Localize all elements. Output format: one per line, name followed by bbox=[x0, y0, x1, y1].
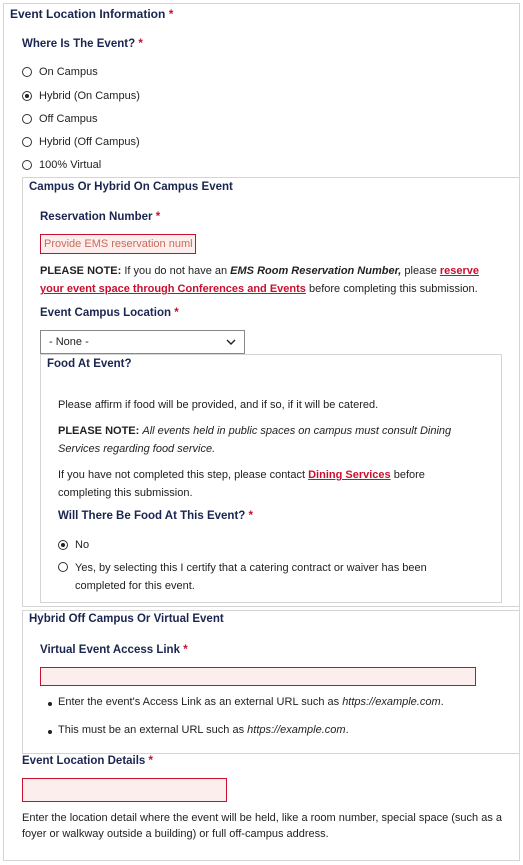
radio-food-yes[interactable]: Yes, by selecting this I certify that a catering contract or waiver has been completed for this event. bbox=[58, 559, 478, 595]
location-details-help: Enter the location detail where the event will be held, like a room number, special space (such as a foyer or walkway outside a building) or full off-campus address. bbox=[22, 812, 502, 840]
reserve-event-space-link[interactable]: reserve your event space through Conferences and Events bbox=[40, 265, 480, 295]
required-mark: * bbox=[138, 38, 143, 50]
access-link-help-1: Enter the event's Access Link as an external URL such as https://example.com. bbox=[48, 696, 444, 708]
radio-hybrid-on-campus[interactable]: Hybrid (On Campus) bbox=[22, 90, 140, 102]
radio-off-campus[interactable]: Off Campus bbox=[22, 113, 98, 125]
reservation-number-input[interactable] bbox=[40, 234, 196, 254]
food-question-label: Will There Be Food At This Event? * bbox=[58, 510, 254, 522]
food-note: PLEASE NOTE: All events held in public spaces on campus must consult Dining Services regarding food service. bbox=[58, 425, 452, 455]
campus-event-title: Campus Or Hybrid On Campus Event bbox=[29, 181, 233, 193]
bullet-icon bbox=[48, 730, 52, 734]
where-label: Where Is The Event? * bbox=[22, 38, 143, 50]
radio-circle-icon[interactable] bbox=[58, 562, 68, 572]
virtual-event-title: Hybrid Off Campus Or Virtual Event bbox=[29, 613, 224, 625]
access-link-help-2: This must be an external URL such as https://example.com. bbox=[48, 724, 349, 736]
radio-on-campus[interactable]: On Campus bbox=[22, 66, 98, 78]
radio-checked-icon[interactable] bbox=[58, 540, 68, 550]
reservation-label: Reservation Number * bbox=[40, 211, 161, 223]
required-mark: * bbox=[248, 510, 254, 522]
radio-checked-icon[interactable] bbox=[22, 91, 32, 101]
campus-location-select[interactable]: - None - bbox=[40, 330, 245, 354]
location-details-input[interactable] bbox=[22, 778, 227, 802]
dining-services-link[interactable]: Dining Services bbox=[308, 469, 391, 481]
required-mark: * bbox=[155, 211, 161, 223]
location-details-label: Event Location Details * bbox=[22, 755, 154, 767]
radio-food-no[interactable]: No bbox=[58, 539, 89, 551]
radio-virtual[interactable]: 100% Virtual bbox=[22, 159, 101, 171]
bullet-icon bbox=[48, 702, 52, 706]
access-link-input[interactable] bbox=[40, 667, 476, 686]
campus-location-label: Event Campus Location * bbox=[40, 307, 179, 319]
access-link-label: Virtual Event Access Link * bbox=[40, 644, 188, 656]
section-title: Event Location Information * bbox=[10, 7, 174, 21]
chevron-down-icon bbox=[226, 338, 236, 346]
food-title: Food At Event? bbox=[47, 358, 132, 370]
food-contact-text: If you have not completed this step, please contact Dining Services before completing this submission. bbox=[58, 469, 425, 499]
reservation-note: PLEASE NOTE: If you do not have an EMS Room Reservation Number, please reserve your event space through Conferences and Events before completing this submission. bbox=[40, 265, 480, 295]
radio-circle-icon[interactable] bbox=[22, 67, 32, 77]
radio-circle-icon[interactable] bbox=[22, 137, 32, 147]
required-mark: * bbox=[183, 644, 188, 656]
radio-hybrid-off-campus[interactable]: Hybrid (Off Campus) bbox=[22, 136, 140, 148]
radio-circle-icon[interactable] bbox=[22, 160, 32, 170]
food-intro: Please affirm if food will be provided, and if so, if it will be catered. bbox=[58, 399, 379, 411]
radio-circle-icon[interactable] bbox=[22, 114, 32, 124]
required-mark: * bbox=[168, 7, 174, 21]
required-mark: * bbox=[148, 755, 154, 767]
required-mark: * bbox=[174, 307, 179, 319]
